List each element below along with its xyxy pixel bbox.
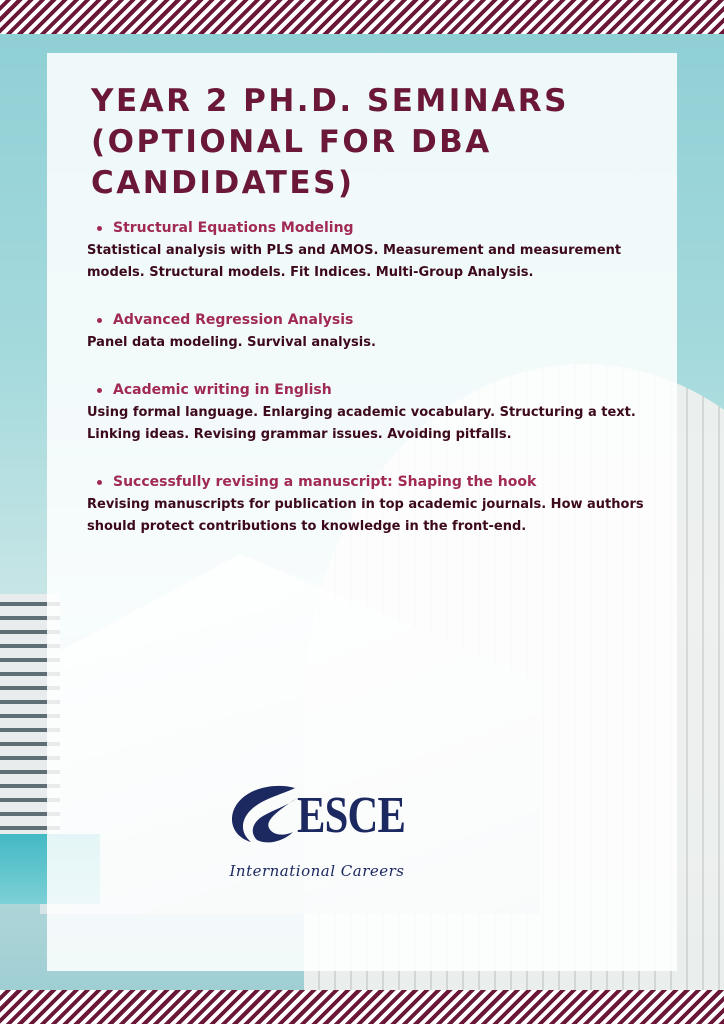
seminar-description: Revising manuscripts for publication in top academic journals. How authors should protect contributions to knowledge in the front-end. (87, 497, 644, 534)
seminar-item (87, 310, 667, 354)
page-title: YEAR 2 PH.D. SEMINARS (OPTIONAL FOR DBA CANDIDATES) (91, 83, 569, 201)
logo-wordmark: ESCE (297, 787, 406, 844)
top-stripe-border (0, 0, 724, 34)
esce-logo (227, 782, 407, 892)
bullet-icon (97, 480, 102, 485)
bullet-icon (97, 226, 102, 231)
bullet-icon (97, 388, 102, 393)
seminar-item (87, 380, 667, 446)
seminar-heading: Advanced Regression Analysis (113, 312, 354, 328)
seminar-item (87, 472, 667, 538)
seminar-description: Panel data modeling. Survival analysis. (87, 335, 376, 350)
bottom-stripe-border (0, 990, 724, 1024)
seminar-heading: Structural Equations Modeling (113, 220, 354, 236)
seminar-item (87, 218, 667, 284)
seminar-description: Statistical analysis with PLS and AMOS. Measurement and measurement models. Structural models. Fit Indices. Multi-Group Analysis. (87, 243, 622, 280)
esce-swoosh-logo-icon (227, 782, 299, 848)
seminar-heading: Academic writing in English (113, 382, 332, 398)
seminar-heading: Successfully revising a manuscript: Shaping the hook (113, 474, 537, 490)
seminar-description: Using formal language. Enlarging academic vocabulary. Structuring a text. Linking ideas. Revising grammar issues. Avoiding pitfalls. (87, 405, 636, 442)
seminar-list (87, 218, 667, 564)
logo-tagline: International Careers (229, 862, 405, 880)
bullet-icon (97, 318, 102, 323)
